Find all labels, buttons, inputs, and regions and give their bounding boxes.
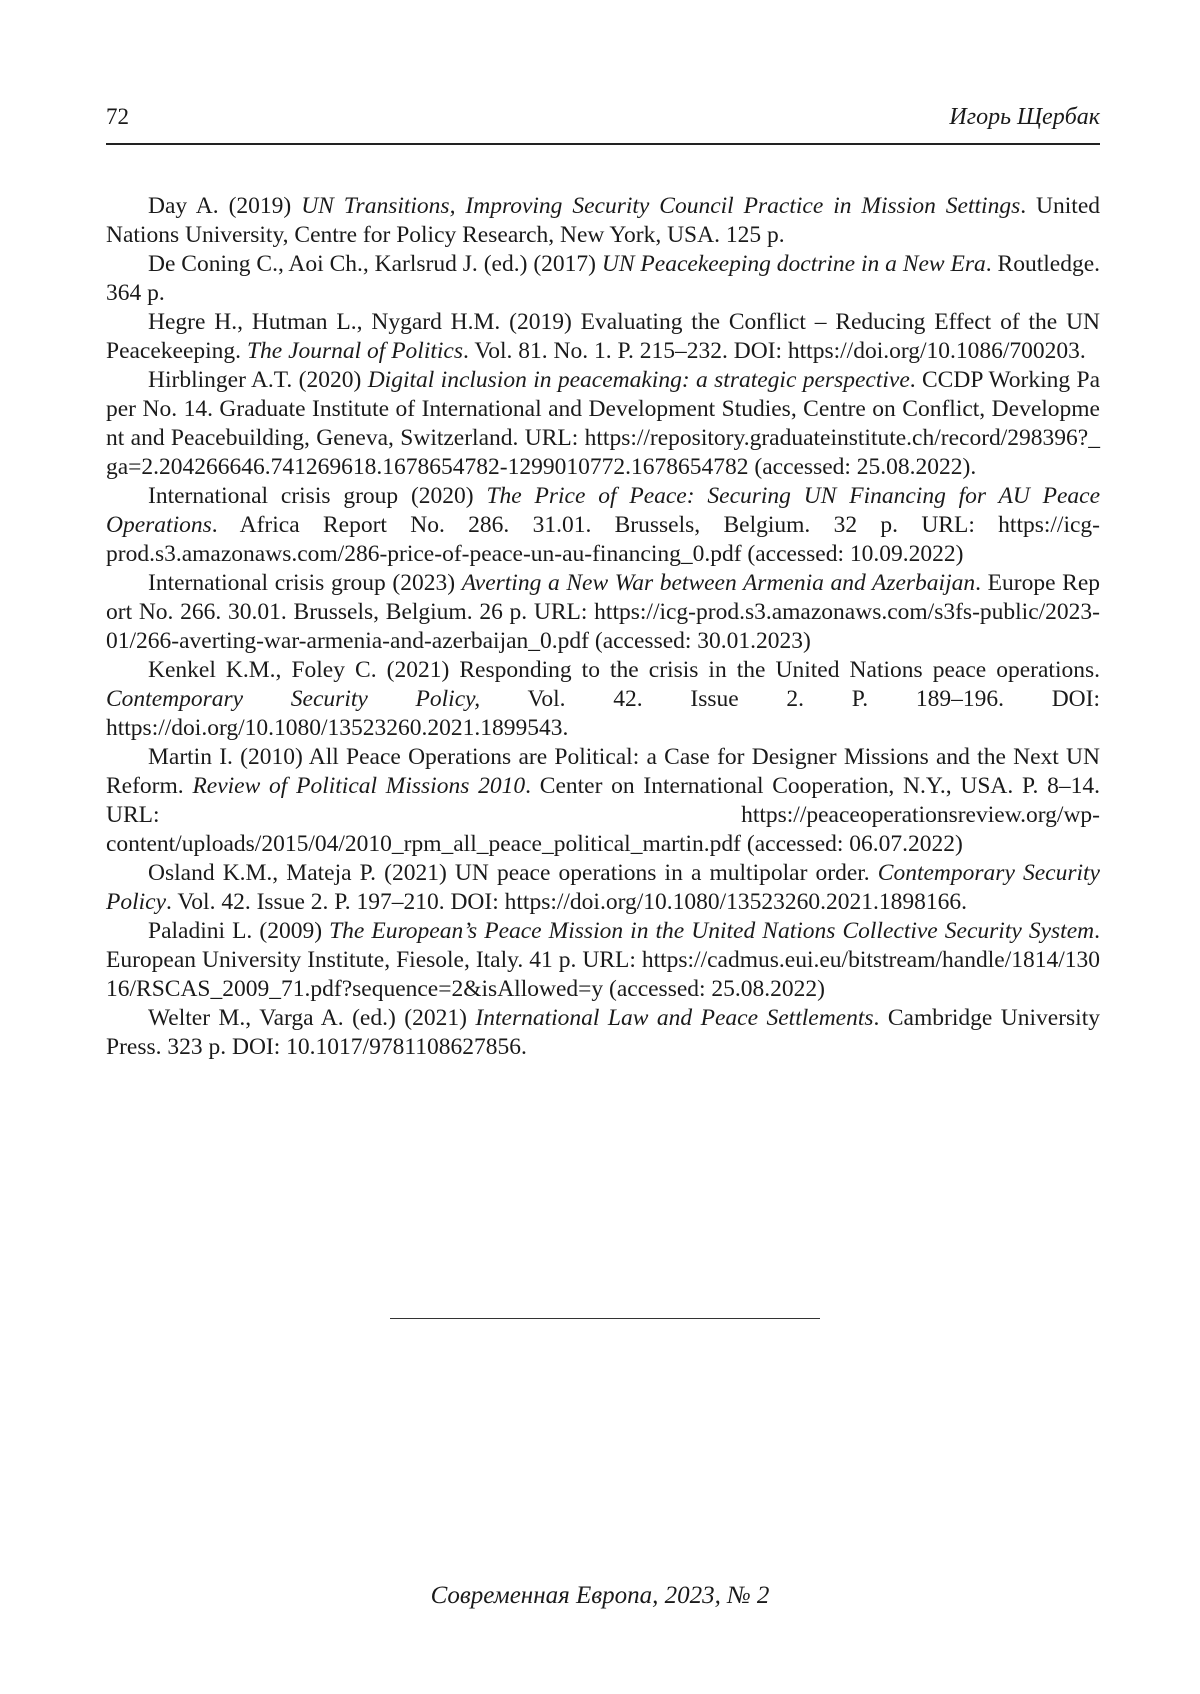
journal-footer: Современная Европа, 2023, № 2 [430,1582,770,1609]
running-header [106,104,1100,142]
reference-title: The European’s Peace Mission in the United Nations Collective Security System [329,918,1095,944]
reference-title: Digital inclusion in peacemaking: a strategic perspective [367,367,910,393]
reference-item: Paladini L. (2009) The European’s Peace Mission in the United Nations Collective Security System. European University Institute, Fiesole, Italy. 41 p. URL: https://cadmus.eui.eu/bitstream/handle/1814/13016/RSCAS_2009_71.pdf?sequence=2&isAllowed=y (accessed: 25.08.2022) [106,918,1100,1002]
running-head-author: Игорь Щербак [949,104,1100,130]
reference-title: Contemporary Security Policy, [106,686,481,712]
reference-item: Osland K.M., Mateja P. (2021) UN peace operations in a multipolar order. Contemporary Security Policy. Vol. 42. Issue 2. P. 197–210. DOI: https://doi.org/10.1080/13523260.2021.1898166. [106,860,1100,915]
reference-item: Welter M., Varga A. (ed.) (2021) International Law and Peace Settlements. Cambridge University Press. 323 p. DOI: 10.1017/9781108627856. [106,1005,1100,1060]
page-number: 72 [106,104,129,129]
reference-item: International crisis group (2023) Averting a New War between Armenia and Azerbaijan. Europe Report No. 266. 30.01. Brussels, Belgium. 26 p. URL: https://icg-prod.s3.amazonaws.com/s3fs-public/2023-01/266-averting-war-armenia-and-azerbaijan_0.pdf (accessed: 30.01.2023) [106,570,1100,654]
reference-item: Martin I. (2010) All Peace Operations are Political: a Case for Designer Missions and the Next UN Reform. Review of Political Missions 2010. Center on International Cooperation, N.Y., USA. P. 8–14. URL: https://peaceoperationsreview.org/wp-content/uploads/2015/04/2010_rpm_all_peace_political_martin.pdf (accessed: 06.07.2022) [106,744,1100,857]
reference-title: Review of Political Missions 2010 [192,773,526,799]
reference-item: Day A. (2019) UN Transitions, Improving Security Council Practice in Mission Settings. United Nations University, Centre for Policy Research, New York, USA. 125 p. [106,193,1100,248]
header-rule [106,143,1100,145]
reference-item: Hirblinger A.T. (2020) Digital inclusion in peacemaking: a strategic perspective. CCDP Working Paper No. 14. Graduate Institute of International and Development Studies, Centre on Conflict, Development and Peacebuilding, Geneva, Switzerland. URL: https://repository.graduateinstitute.ch/record/298396?_ga=2.204266646.741269618.1678654782-1299010772.1678654782 (accessed: 25.08.2022). [106,367,1101,480]
reference-title: Contemporary Security Policy [106,860,1100,915]
reference-item: De Coning C., Aoi Ch., Karlsrud J. (ed.) (2017) UN Peacekeeping doctrine in a New Era. Routledge. 364 p. [106,251,1101,306]
reference-title: UN Peacekeeping doctrine in a New Era [601,251,986,277]
reference-item: International crisis group (2020) The Price of Peace: Securing UN Financing for AU Peace Operations. Africa Report No. 286. 31.01. Brussels, Belgium. 32 p. URL: https://icg-prod.s3.amazonaws.com/286-price-of-peace-un-au-financing_0.pdf (accessed: 10.09.2022) [106,483,1101,567]
reference-title: Averting a New War between Armenia and Azerbaijan [461,570,976,596]
reference-list [106,192,1100,1062]
reference-title: The Price of Peace: Securing UN Financing for AU Peace Operations [106,483,1101,538]
reference-title: International Law and Peace Settlements [475,1005,874,1031]
end-of-article-rule [390,1318,820,1319]
reference-title: The Journal of Politics [246,338,463,364]
reference-item: Kenkel K.M., Foley C. (2021) Responding to the crisis in the United Nations peace operations. Contemporary Security Policy, Vol. 42. Issue 2. P. 189–196. DOI: https://doi.org/10.1080/13523260.2021.1899543. [106,657,1100,741]
reference-title: UN Transitions, Improving Security Council Practice in Mission Settings [301,193,1021,219]
reference-item: Hegre H., Hutman L., Nygard H.M. (2019) Evaluating the Conflict – Reducing Effect of the UN Peacekeeping. The Journal of Politics. Vol. 81. No. 1. P. 215–232. DOI: https://doi.org/10.1086/700203. [106,309,1100,364]
